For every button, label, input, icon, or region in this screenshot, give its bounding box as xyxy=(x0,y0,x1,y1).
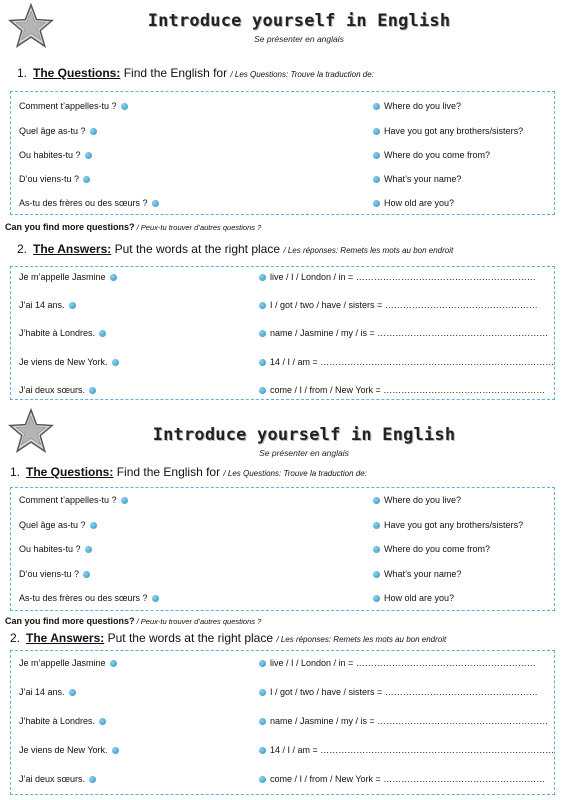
blue-dot-icon[interactable] xyxy=(152,200,159,207)
question-fr[interactable]: Ou habites-tu ? xyxy=(19,544,96,554)
page-title: Introduce yourself in English xyxy=(152,425,456,445)
answer-fr[interactable]: Je viens de New York. xyxy=(19,357,123,367)
blue-dot-icon[interactable] xyxy=(373,152,380,159)
question-fr[interactable]: Comment t’appelles-tu ? xyxy=(19,495,132,505)
blue-dot-icon[interactable] xyxy=(85,546,92,553)
answer-fr[interactable]: Je viens de New York. xyxy=(19,745,123,755)
blue-dot-icon[interactable] xyxy=(99,718,106,725)
worksheet-1 xyxy=(0,0,566,398)
blue-dot-icon[interactable] xyxy=(110,660,117,667)
blue-dot-icon[interactable] xyxy=(110,274,117,281)
blue-dot-icon[interactable] xyxy=(259,776,266,783)
answers-box xyxy=(10,650,555,795)
answer-scrambled[interactable]: live / I / London / in = …………………………………………………… xyxy=(255,658,536,668)
question-fr[interactable]: Ou habites-tu ? xyxy=(19,150,96,160)
blue-dot-icon[interactable] xyxy=(259,660,266,667)
questions-box xyxy=(10,91,555,215)
answer-fr[interactable]: Je m’appelle Jasmine xyxy=(19,658,121,668)
blue-dot-icon[interactable] xyxy=(99,330,106,337)
blue-dot-icon[interactable] xyxy=(85,152,92,159)
page-title: Introduce yourself in English xyxy=(147,11,451,31)
more-questions-prompt: Can you find more questions? / Peux-tu trouver d’autres questions ? xyxy=(5,616,262,626)
answer-scrambled[interactable]: I / got / two / have / sisters = …………………………………………… xyxy=(255,300,538,310)
answer-scrambled[interactable]: 14 / I / am = …………………………………………………………………… xyxy=(255,745,554,755)
blue-dot-icon[interactable] xyxy=(90,522,97,529)
blue-dot-icon[interactable] xyxy=(90,128,97,135)
blue-dot-icon[interactable] xyxy=(89,776,96,783)
blue-dot-icon[interactable] xyxy=(89,387,96,394)
section-answers-heading: 2. The Answers: Put the words at the right place / Les réponses: Remets les mots au bon endroit xyxy=(10,631,447,645)
blue-dot-icon[interactable] xyxy=(152,595,159,602)
blue-dot-icon[interactable] xyxy=(259,689,266,696)
answer-scrambled[interactable]: come / I / from / New York = ……………………………………………… xyxy=(255,774,545,784)
question-fr[interactable]: Quel âge as-tu ? xyxy=(19,126,101,136)
blue-dot-icon[interactable] xyxy=(121,103,128,110)
question-en[interactable]: Where do you come from? xyxy=(369,544,490,554)
blue-dot-icon[interactable] xyxy=(259,274,266,281)
answer-fr[interactable]: J’ai 14 ans. xyxy=(19,300,80,310)
blue-dot-icon[interactable] xyxy=(83,571,90,578)
answers-box xyxy=(10,266,555,400)
answer-fr[interactable]: J’habite à Londres. xyxy=(19,716,110,726)
more-questions-prompt: Can you find more questions? / Peux-tu trouver d’autres questions ? xyxy=(5,222,262,232)
page-subtitle: Se présenter en anglais xyxy=(259,448,349,458)
answer-scrambled[interactable]: I / got / two / have / sisters = …………………………………………… xyxy=(255,687,538,697)
blue-dot-icon[interactable] xyxy=(373,128,380,135)
blue-dot-icon[interactable] xyxy=(373,522,380,529)
question-fr[interactable]: As-tu des frères ou des sœurs ? xyxy=(19,198,163,208)
blue-dot-icon[interactable] xyxy=(373,595,380,602)
question-fr[interactable]: Quel âge as-tu ? xyxy=(19,520,101,530)
blue-dot-icon[interactable] xyxy=(373,546,380,553)
question-fr[interactable]: D’ou viens-tu ? xyxy=(19,174,94,184)
blue-dot-icon[interactable] xyxy=(373,103,380,110)
answer-fr[interactable]: J’ai deux sœurs. xyxy=(19,385,100,395)
blue-dot-icon[interactable] xyxy=(121,497,128,504)
question-fr[interactable]: D’ou viens-tu ? xyxy=(19,569,94,579)
answer-scrambled[interactable]: live / I / London / in = …………………………………………………… xyxy=(255,272,536,282)
worksheet-2 xyxy=(0,405,566,800)
answer-fr[interactable]: Je m’appelle Jasmine xyxy=(19,272,121,282)
answer-scrambled[interactable]: come / I / from / New York = ……………………………………………… xyxy=(255,385,545,395)
page-subtitle: Se présenter en anglais xyxy=(254,34,344,44)
question-en[interactable]: How old are you? xyxy=(369,593,454,603)
blue-dot-icon[interactable] xyxy=(69,302,76,309)
blue-dot-icon[interactable] xyxy=(259,747,266,754)
answer-scrambled[interactable]: 14 / I / am = …………………………………………………………………… xyxy=(255,357,554,367)
answer-fr[interactable]: J’habite à Londres. xyxy=(19,328,110,338)
blue-dot-icon[interactable] xyxy=(112,747,119,754)
section-questions-heading: 1. The Questions: Find the English for / Les Questions: Trouve la traduction de: xyxy=(10,465,367,479)
blue-dot-icon[interactable] xyxy=(259,718,266,725)
question-en[interactable]: Have you got any brothers/sisters? xyxy=(369,520,523,530)
question-fr[interactable]: As-tu des frères ou des sœurs ? xyxy=(19,593,163,603)
question-en[interactable]: Where do you live? xyxy=(369,495,461,505)
question-en[interactable]: Where do you come from? xyxy=(369,150,490,160)
questions-box xyxy=(10,487,555,611)
section-answers-heading: 2. The Answers: Put the words at the right place / Les réponses: Remets les mots au bon endroit xyxy=(17,242,454,256)
blue-dot-icon[interactable] xyxy=(69,689,76,696)
answer-scrambled[interactable]: name / Jasmine / my / is = ………………………………………………… xyxy=(255,328,548,338)
blue-dot-icon[interactable] xyxy=(259,387,266,394)
blue-dot-icon[interactable] xyxy=(112,359,119,366)
answer-scrambled[interactable]: name / Jasmine / my / is = ………………………………………………… xyxy=(255,716,548,726)
question-en[interactable]: How old are you? xyxy=(369,198,454,208)
blue-dot-icon[interactable] xyxy=(373,176,380,183)
question-en[interactable]: What’s your name? xyxy=(369,174,461,184)
blue-dot-icon[interactable] xyxy=(83,176,90,183)
answer-fr[interactable]: J’ai 14 ans. xyxy=(19,687,80,697)
blue-dot-icon[interactable] xyxy=(259,302,266,309)
answer-fr[interactable]: J’ai deux sœurs. xyxy=(19,774,100,784)
blue-dot-icon[interactable] xyxy=(373,571,380,578)
question-en[interactable]: Where do you live? xyxy=(369,101,461,111)
question-fr[interactable]: Comment t’appelles-tu ? xyxy=(19,101,132,111)
blue-dot-icon[interactable] xyxy=(259,359,266,366)
blue-dot-icon[interactable] xyxy=(259,330,266,337)
blue-dot-icon[interactable] xyxy=(373,200,380,207)
question-en[interactable]: Have you got any brothers/sisters? xyxy=(369,126,523,136)
blue-dot-icon[interactable] xyxy=(373,497,380,504)
question-en[interactable]: What’s your name? xyxy=(369,569,461,579)
section-questions-heading: 1. The Questions: Find the English for / Les Questions: Trouve la traduction de: xyxy=(17,66,374,80)
